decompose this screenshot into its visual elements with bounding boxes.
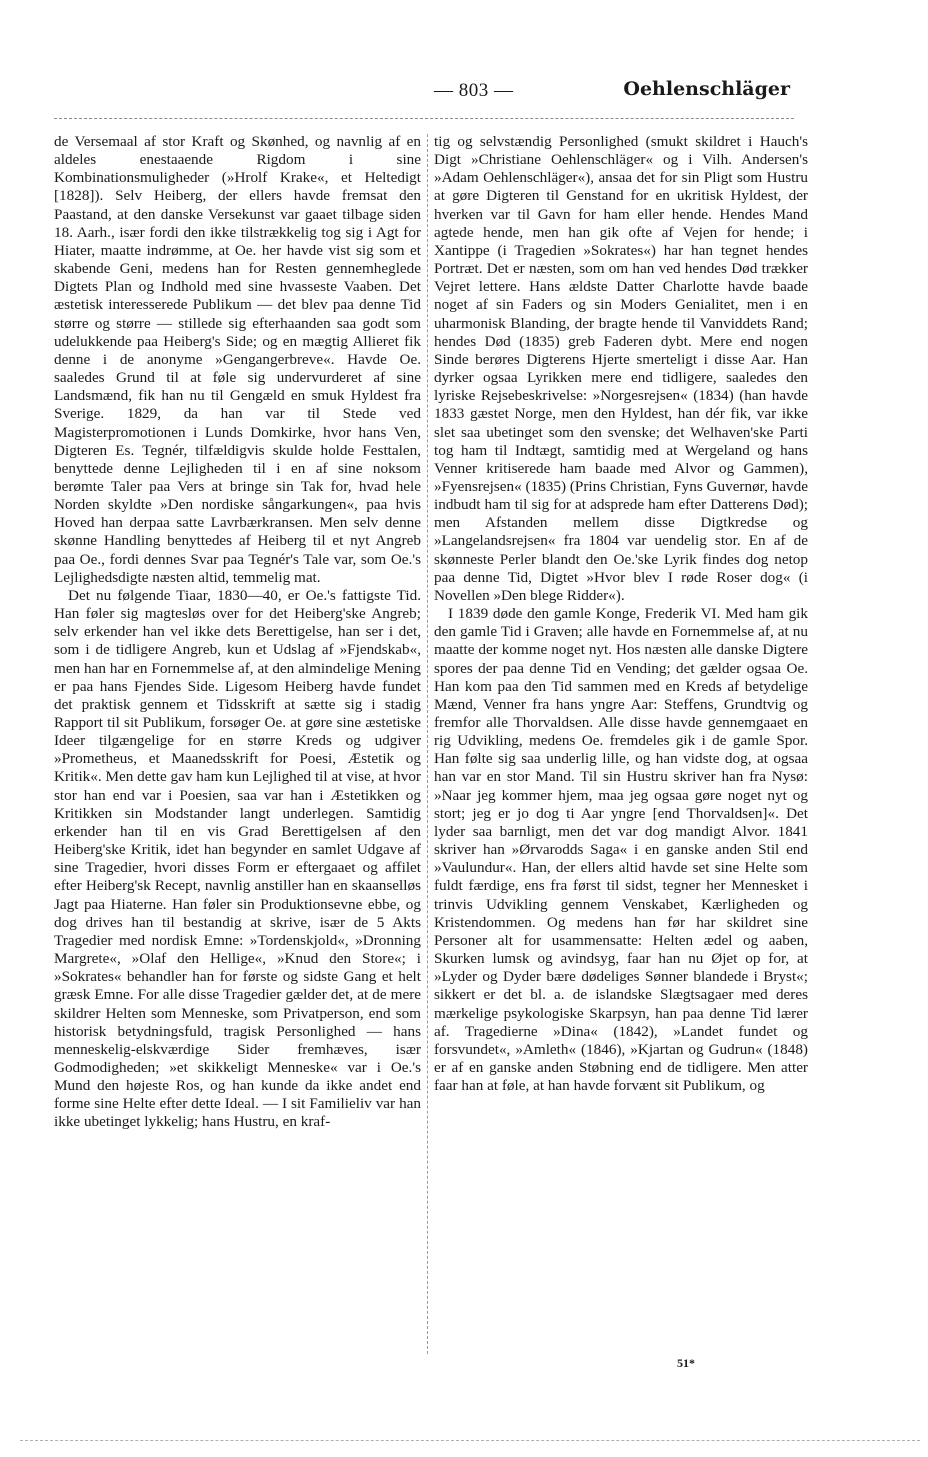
paragraph: Det nu følgende Tiaar, 1830—40, er Oe.'s fattigste Tid. Han føler sig magtesløs over for det Heiberg'ske Angreb; selv erkender han vel ikke dets Berettigelse, han ser i det, som i de tidligere Angreb, kun et Udslag af »Fjendskab«, men han har en Fornemmelse af, at den almindelige Mening er paa hans Fjendes Side. Ligesom Heiberg havde fundet det praktisk gennem et Tidsskrift at sætte sig i stadig Rapport til sit Publikum, forsøger Oe. at gøre sine æstetiske Ideer tilgængelige for en større Kreds og udgiver »Prometheus, et Maanedsskrift for Poesi, Æstetik og Kritik«. Men dette gav ham kun Lejlighed til at vise, at hvor stor han end var i Poesien, saa var han i Æstetikken og Kritikken sin Modstander langt underlegen. Samtidig erkender han til en vis Grad Berettigelsen af den Heiberg'ske Kritik, idet han begynder en samlet Udgave af sine Tragedier, hvori disses Form er eftergaaet og affilet efter Heiberg'sk Recept, navnlig anstiller han en skaanselløs Jagt paa Hiaterne. Han føler sin Produktionsevne ebbe, og dog drives han til bestandig at skrive, især de 5 Akts Tragedier med nordisk Emne: »Tordenskjold«, »Dronning Margrete«, »Olaf den Hellige«, »Knud den Store«; i »Sokrates« behandler han for første og sidste Gang et helt græsk Emne. For alle disse Tragedier gælder det, at de mere skildrer Helten som Menneske, som Privatperson, end som historisk betydningsfuld, tragisk Personlighed — hans menneskelig-elskværdige Sider fremhæves, især Godmodigheden; »et skikkeligt Menneske« var i Oe.'s Mund den højeste Ros, og han kunde da ikke andet end forme sine Helte efter dette Ideal. — I sit Familieliv var han ikke ubetinget lykkelig; hans Hustru, en kraf-: [54, 586, 421, 1131]
left-column: [54, 133, 421, 1132]
paragraph: tig og selvstændig Personlighed (smukt skildret i Hauch's Digt »Christiane Oehlenschläger« og i Vilh. Andersen's »Adam Oehlenschläger«), ansaa det for sin Pligt som Hustru at gøre Digteren til Genstand for en ukritisk Hyldest, der hverken var til Gavn for ham eller hende. Hendes Mand agtede hende, men han gik ofte af Vejen for hende; i Xantippe (i Tragedien »Sokrates«) har han tegnet hendes Portræt. Det er næsten, som om han ved hendes Død trækker Vejret lettere. Hans ældste Datter Charlotte havde baade noget af sin Faders og sin Moders Genialitet, men i en uharmonisk Blanding, der bragte hende til Vanviddets Rand; hendes Død (1835) greb Faderen dybt. Mere end nogen Sinde berøres Digterens Hjerte smerteligt i disse Aar. Han dyrker ogsaa Lyrikken mere end tidligere, saaledes den lyriske Rejsebeskrivelse: »Norgesrejsen« (1834) (han havde 1833 gæstet Norge, men den Hyldest, han dér fik, var ikke slet saa ubetinget som den svenske; det Welhaven'ske Parti tog ham til Indtægt, samtidig med at Wergeland og hans Venner kritiserede ham baade med Alvor og Gammen), »Fyensrejsen« (1835) (Prins Christian, Fyns Guvernør, havde indbudt ham til sig for at adsprede ham efter Datterens Død); men Afstanden mellem disse Digtkredse og »Langelandsrejsen« fra 1804 var uendelig stor. En af de skønneste Perler blandt den Oe.'ske Lyrik findes dog netop paa denne Tid, Digtet »Hvor blev I røde Roser dog« (i Novellen »Den blege Ridder«).: [434, 133, 808, 604]
running-title: Oehlenschläger: [623, 78, 790, 100]
header-divider: [54, 118, 794, 119]
page-header: [54, 76, 790, 112]
paragraph: de Versemaal af stor Kraft og Skønhed, og navnlig af en aldeles enestaaende Rigdom i sine Kombinationsmuligheder (»Hrolf Krake«, et Heltedigt [1828]). Selv Heiberg, der ellers havde fremsat den Paastand, at den danske Versekunst var gaaet tilbage siden 18. Aarh., især fordi den ikke tilstrækkelig tog sig i Agt for Hiater, maatte indrømme, at Oe. her havde vist sig som et skabende Geni, medens han for Resten gennemheglede Digtets Plan og Indhold med sine hvasseste Vaaben. Det æstetisk interesserede Publikum — det blev paa denne Tid større og større — stillede sig efterhaanden saa godt som udelukkende paa Heiberg's Side; og en mægtig Allieret fik denne i de anonyme »Gengangerbreve«. Havde Oe. saaledes Grund til at føle sig undervurderet af sine Landsmænd, fik han nu til Gengæld en smuk Hyldest fra Sverige. 1829, da han var til Stede ved Magisterpromotionen i Lunds Domkirke, hvor hans Ven, Digteren Es. Tegnér, tilfældigvis skulde holde Festtalen, benyttede denne Lejligheden til i en af sine noksom berømte Taler paa Vers at bringe sin Tak for, hvad hele Norden skyldte »Den nordiske sångarkungen«, paa hvis Hoved han derpaa satte Lavrbærkransen. Men selv denne skønne Handling benyttedes af Heiberg til et nyt Angreb paa Oe., fordi dennes Svar paa Tegnér's Tale var, som Oe.'s Lejlighedsdigte næsten altid, temmelig mat.: [54, 133, 421, 586]
right-column: [434, 133, 808, 1095]
page-number: — 803 —: [434, 80, 514, 101]
printer-signature-mark: 51*: [677, 1356, 695, 1370]
bottom-edge-line: [20, 1440, 920, 1441]
paragraph: I 1839 døde den gamle Konge, Frederik VI. Med ham gik den gamle Tid i Graven; alle havde en Fornemmelse af, at nu maatte der komme noget nyt. Hos næsten alle danske Digtere spores der paa denne Tid en Vending; det gælder ogsaa Oe. Han kom paa den Tid sammen med en Kreds af betydelige Mænd, Venner fra hans yngre Aar: Steffens, Grundtvig og fremfor alle Thorvaldsen. Alle disse havde gennemgaaet en rig Udvikling, medens Oe. fremdeles gik i de gamle Spor. Han følte sig saa underlig lille, og han vidste dog, at ogsaa han var en stor Mand. Til sin Hustru skriver han fra Nysø: »Naar jeg kommer hjem, maa jeg ogsaa gøre noget nyt og stort; jeg er jo dog ti Aar yngre [end Thorvaldsen]«. Det lyder saa barnligt, men det var dog mandigt Alvor. 1841 skriver han »Ørvarodds Saga« i en ganske anden Stil end »Vaulundur«. Han, der ellers altid havde set sine Helte som fuldt færdige, ens fra først til sidst, tegner her Mennesket i trinvis Udvikling gennem Venskabet, Kærligheden og Kristendommen. Og medens han før har skildret sine Personer alt for usammensatte: Helten ædel og aaben, Skurken lumsk og avindsyg, faar han nu Øjet op for, at »Lyder og Dyder bære dødeliges Sønner blandede i Bryst«; sikkert er det bl. a. de islandske Slægtsagaer med deres mærkelige psykologiske Skarpsyn, han paa denne Tid lærer af. Tragedierne »Dina« (1842), »Landet fundet og forsvundet«, »Amleth« (1846), »Kjartan og Gudrun« (1848) er af en ganske anden Støbning end de tidligere. Men atter faar han at føle, at han havde forvænt sit Publikum, og: [434, 605, 808, 1095]
column-divider: [427, 134, 428, 1354]
